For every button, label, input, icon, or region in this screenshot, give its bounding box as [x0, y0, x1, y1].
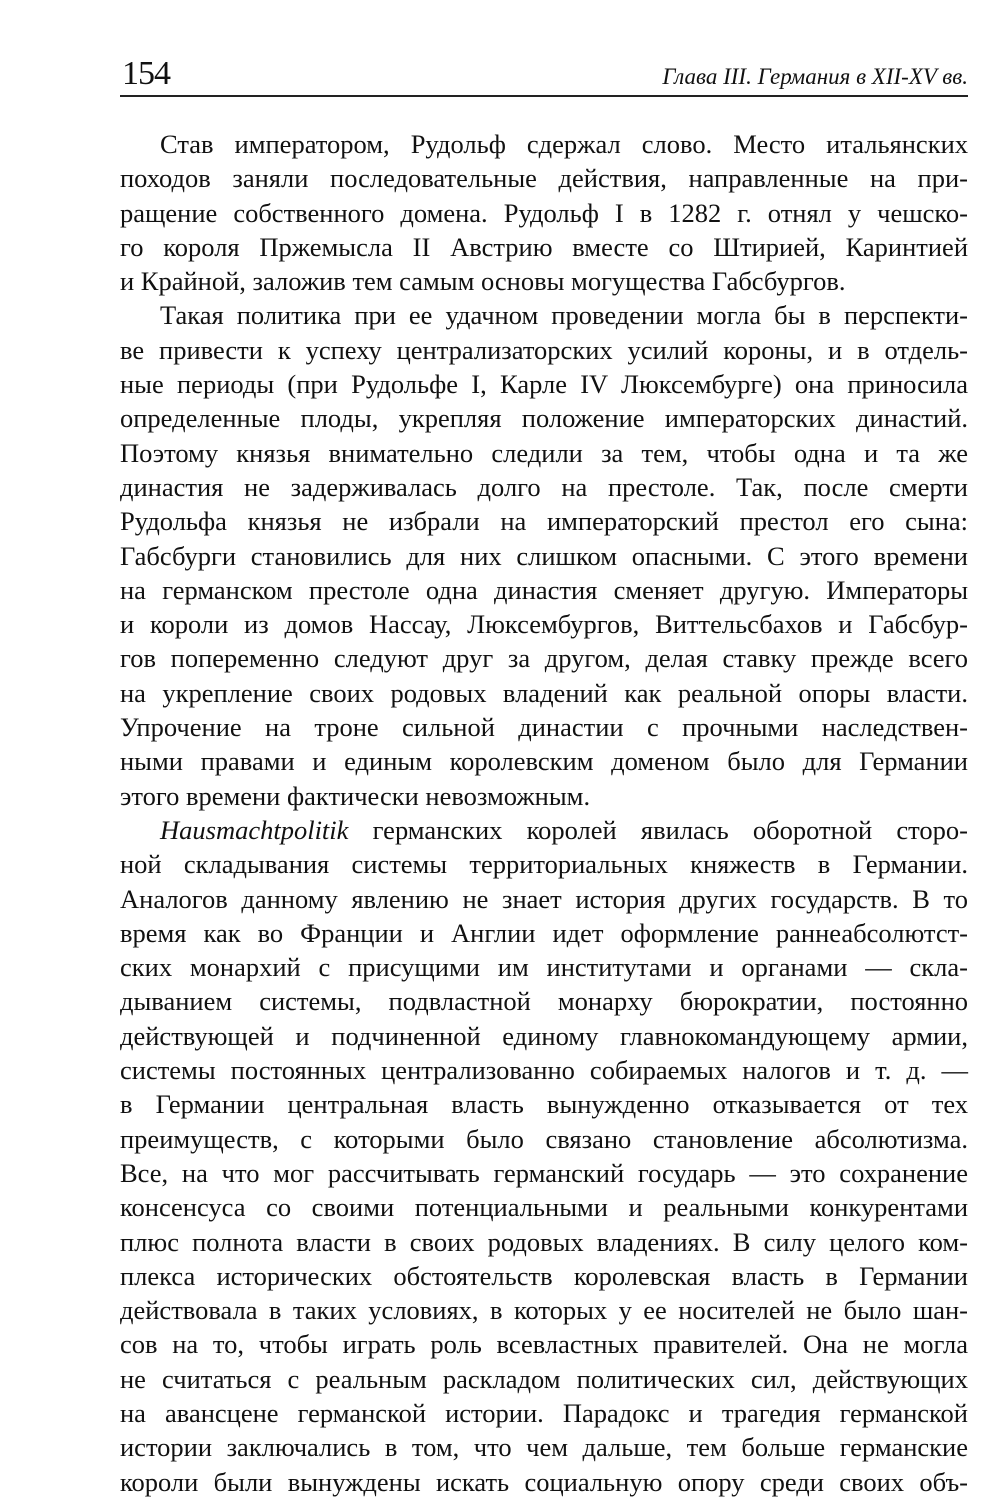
text-line: ные периоды (при Рудольфе I, Карле IV Люксембурге) она приносила	[120, 369, 968, 400]
text-line: Поэтому князья внимательно следили за тем, чтобы одна и та же	[120, 437, 968, 468]
text-line: Габсбурги становились для них слишком опасными. С этого времени	[120, 540, 968, 571]
text-line: преимуществ, с которыми было связано становление абсолютизма.	[120, 1123, 968, 1154]
body-text	[120, 127, 968, 1499]
text-fragment: германских королей явилась оборотной сторо-	[348, 814, 968, 845]
text-line: Став императором, Рудольф сдержал слово. Место итальянских	[160, 129, 968, 159]
text-line: ских монархий с присущими им институтами и органами — скла-	[120, 952, 968, 983]
text-line: ными правами и единым королевским доменом было для Германии	[120, 746, 968, 777]
running-head: Глава III. Германия в XII-XV вв.	[662, 64, 968, 89]
foreign-term: Hausmachtpolitik	[160, 814, 349, 845]
text-line	[120, 813, 968, 847]
text-line: плюс полнота власти в своих родовых владениях. В силу целого ком-	[120, 1226, 968, 1257]
text-line: на укрепление своих родовых владений как реальной опоры власти.	[120, 677, 968, 708]
text-line: плекса исторических обстоятельств королевская власть в Германии	[120, 1260, 968, 1291]
text-line: Такая политика при ее удачном проведении могла бы в перспекти-	[160, 300, 968, 331]
text-line: и Крайной, заложив тем самым основы могущества Габсбургов.	[120, 266, 846, 297]
text-line: определенные плоды, укрепляя положение императорских династий.	[120, 403, 968, 434]
text-line: Рудольфа князья не избрали на императорский престол его сына:	[120, 506, 968, 537]
text-line: время как во Франции и Англии идет оформление раннеабсолютст-	[120, 917, 968, 948]
text-line: дыванием системы, подвластной монарху бюрократии, постоянно	[120, 986, 968, 1017]
text-line: на германском престоле одна династия сменяет другую. Императоры	[120, 574, 968, 605]
text-line: Упрочение на троне сильной династии с прочными наследствен-	[120, 712, 968, 743]
text-line: ве привести к успеху централизаторских усилий короны, и в отдель-	[120, 334, 968, 365]
paragraph-3	[120, 813, 968, 1499]
text-line: го короля Пржемысла II Австрию вместе со Штирией, Каринтией	[120, 231, 968, 262]
text-line: системы постоянных централизованно собираемых налогов и т. д. —	[120, 1055, 968, 1086]
text-line: гов попеременно следуют друг за другом, делая ставку прежде всего	[120, 643, 968, 674]
text-line: короли были вынуждены искать социальную опору среди своих объ-	[120, 1466, 968, 1497]
text-line: этого времени фактически невозможным.	[120, 780, 591, 811]
text-line: ращение собственного домена. Рудольф I в 1282 г. отнял у чешско-	[120, 197, 968, 228]
text-line: на авансцене германской истории. Парадокс и трагедия германской	[120, 1397, 968, 1428]
text-line: и короли из домов Нассау, Люксембургов, Виттельсбахов и Габсбур-	[120, 609, 968, 640]
page-header	[120, 55, 968, 97]
text-line: походов заняли последовательные действия, направленные на при-	[120, 163, 968, 194]
paragraph-1	[120, 127, 968, 298]
text-line: ной складывания системы территориальных княжеств в Германии.	[120, 849, 968, 880]
text-line: консенсуса со своими потенциальными и реальными конкурентами	[120, 1192, 968, 1223]
text-line: династия не задерживалась долго на престоле. Так, после смерти	[120, 471, 968, 502]
text-line: в Германии центральная власть вынужденно отказывается от тех	[120, 1089, 968, 1120]
text-line: Аналогов данному явлению не знает история других государств. В то	[120, 883, 968, 914]
text-line: действовала в таких условиях, в которых у ее носителей не было шан-	[120, 1295, 968, 1326]
page-number: 154	[122, 55, 170, 92]
paragraph-2	[120, 298, 968, 812]
text-line: истории заключались в том, что чем дальше, тем больше германские	[120, 1432, 968, 1463]
text-line: не считаться с реальным раскладом политических сил, действующих	[120, 1363, 968, 1394]
text-line: действующей и подчиненной единому главнокомандующему армии,	[120, 1020, 968, 1051]
text-line: сов на то, чтобы играть роль всевластных правителей. Она не могла	[120, 1329, 968, 1360]
text-line: Все, на что мог рассчитывать германский государь — это сохранение	[120, 1157, 968, 1188]
book-page	[120, 55, 968, 1499]
